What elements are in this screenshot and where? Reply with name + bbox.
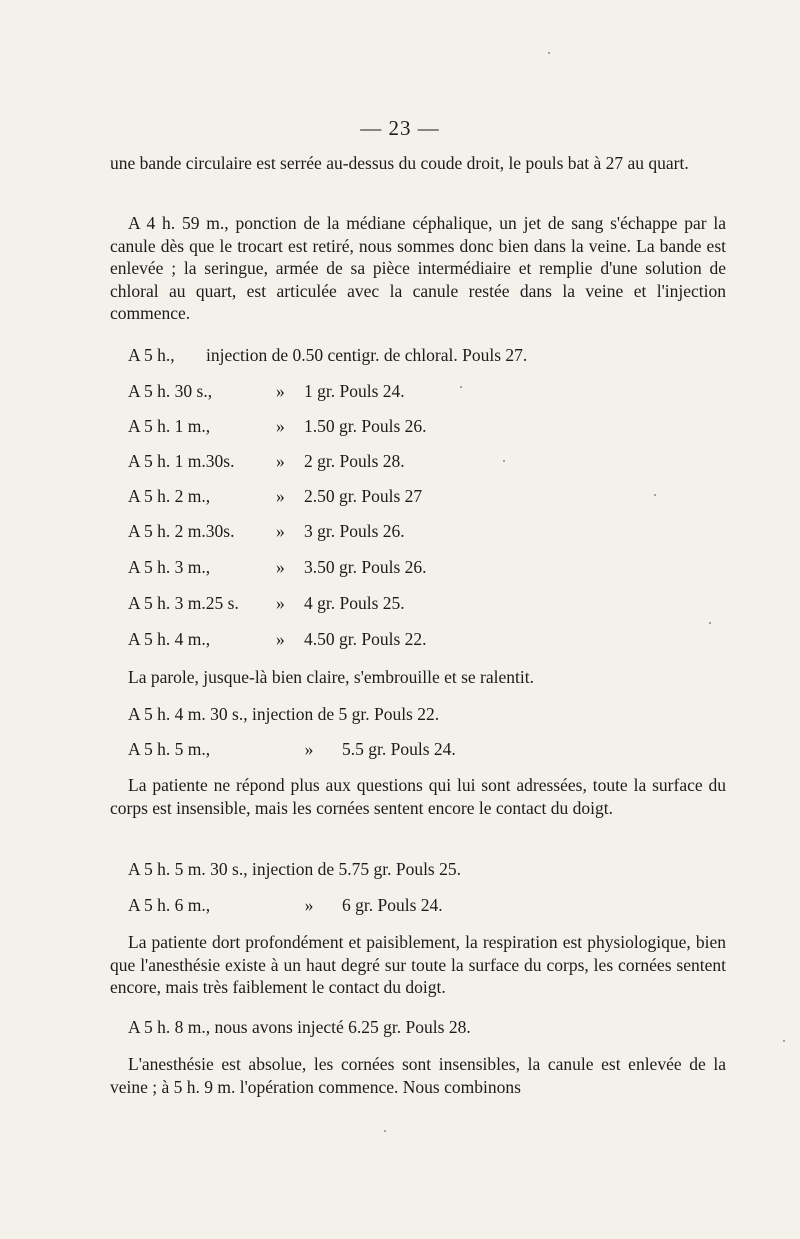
ditto-mark: »: [276, 486, 285, 506]
log-time: A 5 h. 3 m.,: [128, 557, 211, 577]
log-value: 2 gr. Pouls 28.: [304, 451, 405, 471]
log-time: A 5 h. 5 m.,: [128, 739, 211, 759]
paragraph-ponction: A 4 h. 59 m., ponction de la médiane céphalique, un jet de sang s'échappe par la canule dès que le trocart est retiré, nous sommes donc bien dans la veine. La bande est enlevée ; la seringue, armée de sa pièce intermédiaire et remplie d'une solution de chloral au quart, est articulée avec la canule restée dans la veine et l'injection commence.: [110, 213, 726, 323]
paper-speck: [654, 494, 656, 496]
log-8m: A 5 h. 8 m., nous avons injecté 6.25 gr. Pouls 28.: [128, 1017, 471, 1037]
ditto-mark: »: [276, 381, 285, 401]
ditto-mark: »: [276, 557, 285, 577]
paper-speck: [384, 1130, 386, 1132]
log-row: [128, 520, 728, 542]
paper-speck: [460, 386, 462, 388]
paper-speck: [709, 622, 711, 624]
page-number: — 23 —: [360, 116, 440, 140]
log-time: A 5 h. 1 m.30s.: [128, 451, 235, 471]
log-time: A 5 h. 2 m.,: [128, 486, 211, 506]
log-time: A 5 h. 6 m.,: [128, 895, 211, 915]
log-value: 3.50 gr. Pouls 26.: [304, 557, 427, 577]
log-time: A 5 h. 2 m.30s.: [128, 521, 235, 541]
paragraph-patiente-repond: La patiente ne répond plus aux questions qui lui sont adressées, toute la surface du corps est insensible, mais les cornées sentent encore le contact du doigt.: [110, 775, 726, 818]
ditto-mark: »: [304, 739, 314, 759]
log-time: A 5 h.,: [128, 345, 175, 365]
log-text: injection de 0.50 centigr. de chloral. Pouls 27.: [206, 345, 528, 365]
log-5m: [128, 738, 728, 760]
log-row: [128, 485, 728, 507]
ditto-mark: »: [276, 521, 285, 541]
ditto-mark: »: [276, 593, 285, 613]
log-4m30: A 5 h. 4 m. 30 s., injection de 5 gr. Pouls 22.: [128, 704, 440, 724]
log-time: A 5 h. 30 s.,: [128, 381, 213, 401]
paragraph-anesthesie: L'anesthésie est absolue, les cornées sont insensibles, la canule est enlevée de la veine ; à 5 h. 9 m. l'opération commence. Nous combinons: [110, 1054, 726, 1097]
log-first-entry: [128, 344, 728, 366]
log-value: 6 gr. Pouls 24.: [342, 895, 443, 915]
log-value: 2.50 gr. Pouls 27: [304, 486, 423, 506]
paper-speck: [503, 460, 505, 462]
log-row: [128, 415, 728, 437]
paragraph-parole: La parole, jusque-là bien claire, s'embrouille et se ralentit.: [128, 667, 534, 687]
paper-speck: [783, 1040, 785, 1042]
log-row: [128, 592, 728, 614]
log-value: 1.50 gr. Pouls 26.: [304, 416, 427, 436]
log-time: A 5 h. 4 m.,: [128, 629, 211, 649]
log-value: 5.5 gr. Pouls 24.: [342, 739, 456, 759]
paragraph-bande-circulaire: une bande circulaire est serrée au-dessus du coude droit, le pouls bat à 27 au quart.: [110, 153, 689, 173]
log-time: A 5 h. 3 m.25 s.: [128, 593, 239, 613]
log-value: 1 gr. Pouls 24.: [304, 381, 405, 401]
paper-speck: [548, 52, 550, 54]
log-row: [128, 450, 728, 472]
paragraph-patiente-dort: La patiente dort profondément et paisiblement, la respiration est physiologique, bien que l'anesthésie existe à un haut degré sur toute la surface du corps, les cornées sentent encore, mais très faiblement le contact du doigt.: [110, 932, 726, 997]
log-row: [128, 556, 728, 578]
ditto-mark: »: [276, 416, 285, 436]
log-value: 4.50 gr. Pouls 22.: [304, 629, 427, 649]
log-value: 3 gr. Pouls 26.: [304, 521, 405, 541]
log-time: A 5 h. 1 m.,: [128, 416, 211, 436]
ditto-mark: »: [276, 629, 285, 649]
ditto-mark: »: [276, 451, 285, 471]
log-row: [128, 380, 728, 402]
log-6m: [128, 894, 728, 916]
ditto-mark: »: [304, 895, 314, 915]
log-value: 4 gr. Pouls 25.: [304, 593, 405, 613]
log-row: [128, 628, 728, 650]
log-5m30: A 5 h. 5 m. 30 s., injection de 5.75 gr. Pouls 25.: [128, 859, 461, 879]
